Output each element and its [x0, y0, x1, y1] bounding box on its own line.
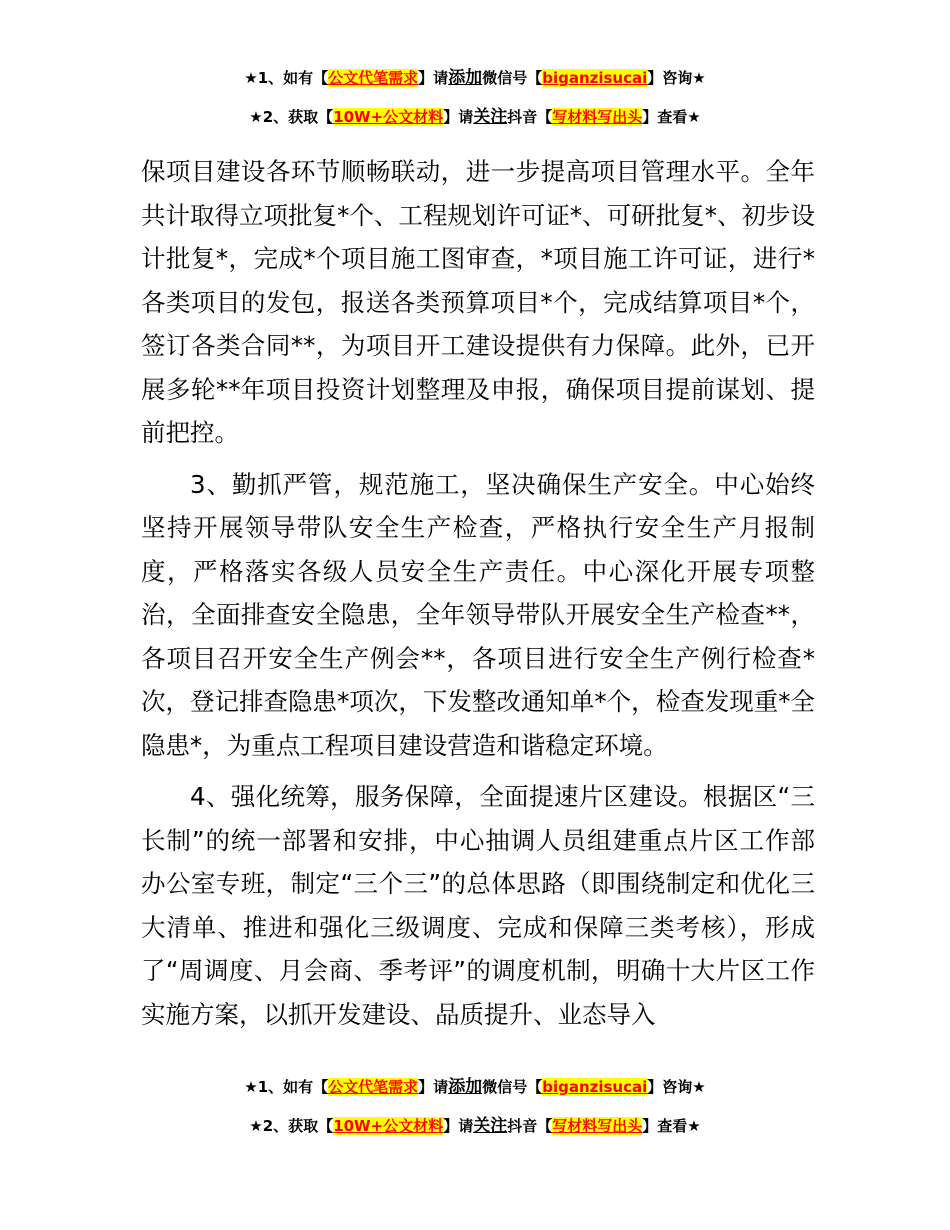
ad-line-1: [0, 67, 950, 89]
ad-text: ★1、如有【: [244, 69, 329, 87]
ad-highlight-wechat-id: biganzisucai: [542, 69, 648, 87]
ad-text: 】查看★: [642, 108, 701, 126]
ad-emphasis: 关注: [473, 1116, 508, 1136]
ad-text: 微信号【: [482, 69, 543, 87]
ad-line-2: [0, 106, 950, 128]
ad-text: 】咨询★: [647, 1078, 706, 1096]
ad-text: 】请: [443, 1117, 474, 1135]
ad-emphasis: 添加: [448, 68, 483, 88]
paragraph-coordination: 4、强化统筹，服务保障，全面提速片区建设。根据区“三长制”的统一部署和安排，中心抽调人员组建重点片区工作部办公室专班，制定“三个三”的总体思路（即围绕制定和优化三大清单、推进和强化三级调度、完成和保障三类考核），形成了“周调度、月会商、季考评”的调度机制，明确十大片区工作实施方案，以抓开发建设、品质提升、业态导入: [141, 782, 815, 1029]
ad-highlight-douyin-id: 写材料写出头: [552, 108, 643, 126]
ad-text: 抖音【: [507, 1117, 553, 1135]
ad-line-1: [0, 1076, 950, 1098]
ad-line-2: [0, 1115, 950, 1137]
ad-highlight-douyin-id: 写材料写出头: [552, 1117, 643, 1135]
paragraph-safety: 3、勤抓严管，规范施工，坚决确保生产安全。中心始终坚持开展领导带队安全生产检查，严格执行安全生产月报制度，严格落实各级人员安全生产责任。中心深化开展专项整治，全面排查安全隐患，全年领导带队开展安全生产检查**，各项目召开安全生产例会**，各项目进行安全生产例行检查*次，登记排查隐患*项次，下发整改通知单*个，检查发现重*全隐患*，为重点工程项目建设营造和谐稳定环境。: [141, 469, 815, 760]
ad-text: 】咨询★: [647, 69, 706, 87]
ad-text: 】请: [418, 1078, 449, 1096]
ad-text: 】请: [443, 108, 474, 126]
ad-emphasis: 添加: [448, 1077, 483, 1097]
ad-text: ★2、获取【: [249, 108, 334, 126]
ad-emphasis: 关注: [473, 107, 508, 127]
document-body: [141, 150, 815, 1036]
ad-text: ★2、获取【: [249, 1117, 334, 1135]
ad-text: 】查看★: [642, 1117, 701, 1135]
ad-highlight-service: 公文代笔需求: [328, 1078, 419, 1096]
ad-text: 微信号【: [482, 1078, 543, 1096]
ad-highlight-service: 公文代笔需求: [328, 69, 419, 87]
ad-text: 抖音【: [507, 108, 553, 126]
ad-highlight-materials: 10W+公文材料: [333, 108, 444, 126]
ad-text: 】请: [418, 69, 449, 87]
paragraph-continuation: 保项目建设各环节顺畅联动，进一步提高项目管理水平。全年共计取得立项批复*个、工程规划许可证*、可研批复*、初步设计批复*，完成*个项目施工图审查，*项目施工许可证，进行*各类项目的发包，报送各类预算项目*个，完成结算项目*个，签订各类合同**，为项目开工建设提供有力保障。此外，已开展多轮**年项目投资计划整理及申报，确保项目提前谋划、提前把控。: [141, 157, 815, 447]
ad-highlight-materials: 10W+公文材料: [333, 1117, 444, 1135]
ad-highlight-wechat-id: biganzisucai: [542, 1078, 648, 1096]
ad-text: ★1、如有【: [244, 1078, 329, 1096]
